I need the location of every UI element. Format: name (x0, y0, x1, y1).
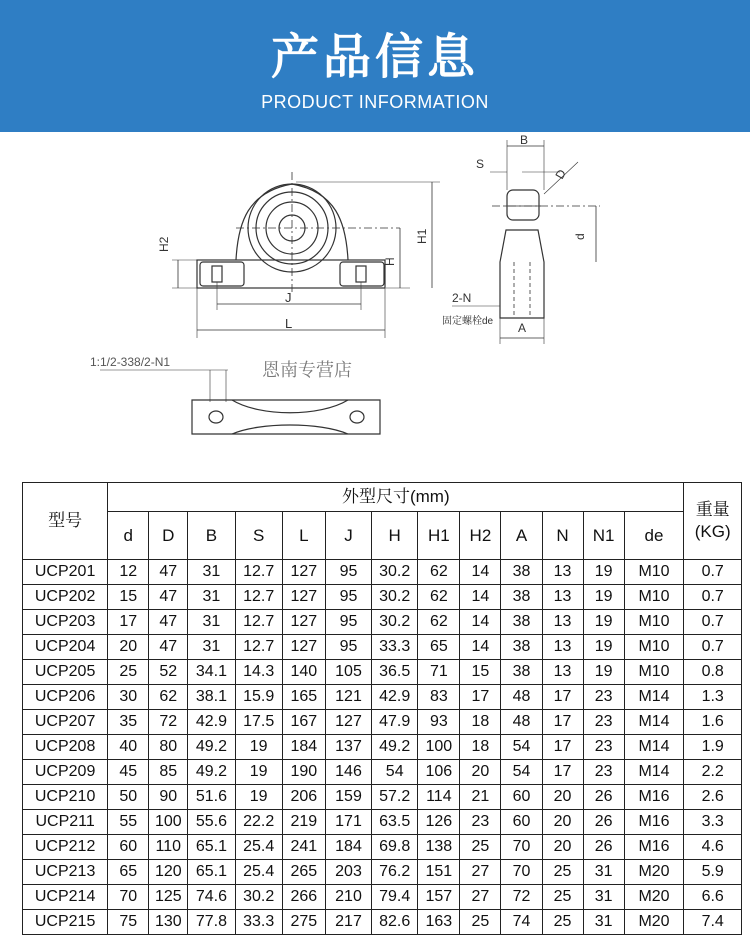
header-banner (0, 0, 750, 132)
table-row (23, 885, 742, 910)
value-cell: M10 (624, 635, 684, 660)
value-cell: 65.1 (188, 835, 235, 860)
label-b: B (520, 133, 529, 147)
model-cell: UCP207 (23, 710, 108, 735)
model-cell: UCP213 (23, 860, 108, 885)
value-cell: 0.7 (684, 560, 742, 585)
value-cell: 6.6 (684, 885, 742, 910)
value-cell: 5.9 (684, 860, 742, 885)
value-cell: 18 (460, 710, 501, 735)
value-cell: 12 (108, 560, 149, 585)
model-cell: UCP203 (23, 610, 108, 635)
label-h1: H1 (415, 228, 429, 244)
model-cell: UCP202 (23, 585, 108, 610)
value-cell: 79.4 (372, 885, 418, 910)
value-cell: 2.2 (684, 760, 742, 785)
table-row (23, 760, 742, 785)
value-cell: 203 (325, 860, 371, 885)
value-cell: 106 (418, 760, 460, 785)
value-cell: 54 (372, 760, 418, 785)
table-row (23, 910, 742, 935)
value-cell: 13 (542, 660, 583, 685)
front-view (172, 172, 440, 338)
value-cell: 63.5 (372, 810, 418, 835)
column-header-h1: H1 (418, 512, 460, 560)
value-cell: 62 (418, 610, 460, 635)
value-cell: 138 (418, 835, 460, 860)
value-cell: 184 (325, 835, 371, 860)
value-cell: 12.7 (235, 585, 282, 610)
value-cell: 51.6 (188, 785, 235, 810)
value-cell: 275 (282, 910, 325, 935)
table-row (23, 810, 742, 835)
value-cell: 13 (542, 560, 583, 585)
value-cell: 25.4 (235, 860, 282, 885)
value-cell: 151 (418, 860, 460, 885)
label-h: H (383, 257, 397, 266)
value-cell: 31 (188, 560, 235, 585)
value-cell: 0.7 (684, 635, 742, 660)
table-row (23, 735, 742, 760)
value-cell: 14 (460, 560, 501, 585)
value-cell: 114 (418, 785, 460, 810)
column-header-d: d (108, 512, 149, 560)
table-row (23, 635, 742, 660)
value-cell: 95 (325, 560, 371, 585)
value-cell: 163 (418, 910, 460, 935)
value-cell: 7.4 (684, 910, 742, 935)
value-cell: 49.2 (188, 760, 235, 785)
value-cell: 42.9 (372, 685, 418, 710)
table-row (23, 660, 742, 685)
value-cell: 146 (325, 760, 371, 785)
value-cell: 0.7 (684, 585, 742, 610)
value-cell: 31 (188, 635, 235, 660)
value-cell: 17 (542, 710, 583, 735)
value-cell: 0.7 (684, 610, 742, 635)
value-cell: 95 (325, 610, 371, 635)
value-cell: 38 (501, 585, 542, 610)
value-cell: 159 (325, 785, 371, 810)
value-cell: 52 (149, 660, 188, 685)
table-row (23, 710, 742, 735)
value-cell: 80 (149, 735, 188, 760)
value-cell: 100 (149, 810, 188, 835)
column-header-b: B (188, 512, 235, 560)
value-cell: 38 (501, 660, 542, 685)
value-cell: 21 (460, 785, 501, 810)
value-cell: 0.8 (684, 660, 742, 685)
value-cell: 74.6 (188, 885, 235, 910)
technical-drawing (0, 132, 750, 472)
value-cell: M20 (624, 885, 684, 910)
value-cell: 90 (149, 785, 188, 810)
table-row (23, 610, 742, 635)
value-cell: 62 (149, 685, 188, 710)
value-cell: 13 (542, 585, 583, 610)
column-header-n: N (542, 512, 583, 560)
value-cell: 19 (235, 785, 282, 810)
value-cell: 219 (282, 810, 325, 835)
value-cell: 25 (542, 910, 583, 935)
value-cell: M16 (624, 835, 684, 860)
value-cell: 70 (108, 885, 149, 910)
value-cell: 47 (149, 560, 188, 585)
value-cell: 18 (460, 735, 501, 760)
value-cell: 38.1 (188, 685, 235, 710)
value-cell: 82.6 (372, 910, 418, 935)
value-cell: 127 (282, 610, 325, 635)
label-h2: H2 (157, 236, 171, 252)
value-cell: 30.2 (372, 560, 418, 585)
value-cell: 25 (460, 835, 501, 860)
value-cell: 25 (460, 910, 501, 935)
value-cell: 70 (501, 835, 542, 860)
table-row (23, 835, 742, 860)
value-cell: 4.6 (684, 835, 742, 860)
value-cell: 14 (460, 585, 501, 610)
value-cell: 17.5 (235, 710, 282, 735)
value-cell: 19 (583, 660, 624, 685)
value-cell: 17 (542, 760, 583, 785)
value-cell: 47.9 (372, 710, 418, 735)
value-cell: 14 (460, 635, 501, 660)
value-cell: 65.1 (188, 860, 235, 885)
model-cell: UCP206 (23, 685, 108, 710)
value-cell: 157 (418, 885, 460, 910)
column-header-h2: H2 (460, 512, 501, 560)
model-cell: UCP214 (23, 885, 108, 910)
spec-table (22, 482, 742, 935)
value-cell: 49.2 (372, 735, 418, 760)
value-cell: 72 (149, 710, 188, 735)
value-cell: 241 (282, 835, 325, 860)
model-cell: UCP210 (23, 785, 108, 810)
value-cell: 36.5 (372, 660, 418, 685)
value-cell: 23 (583, 710, 624, 735)
table-header-row (23, 483, 742, 512)
value-cell: 69.8 (372, 835, 418, 860)
label-top-n1: 1:1/2-338/2-N1 (90, 355, 171, 369)
value-cell: M10 (624, 660, 684, 685)
value-cell: 27 (460, 860, 501, 885)
value-cell: 48 (501, 710, 542, 735)
value-cell: 171 (325, 810, 371, 835)
value-cell: M10 (624, 560, 684, 585)
table-row (23, 560, 742, 585)
value-cell: 22.2 (235, 810, 282, 835)
value-cell: 15 (460, 660, 501, 685)
table-row (23, 585, 742, 610)
page-subtitle: PRODUCT INFORMATION (261, 92, 489, 112)
dims-header: 外型尺寸(mm) (108, 483, 684, 512)
value-cell: 70 (501, 860, 542, 885)
value-cell: 14 (460, 610, 501, 635)
value-cell: 19 (235, 735, 282, 760)
value-cell: 45 (108, 760, 149, 785)
value-cell: 27 (460, 885, 501, 910)
value-cell: 65 (108, 860, 149, 885)
value-cell: 19 (235, 760, 282, 785)
side-view (452, 140, 600, 344)
page-title: 产品信息 (270, 29, 479, 85)
value-cell: 127 (282, 585, 325, 610)
value-cell: M10 (624, 610, 684, 635)
value-cell: M14 (624, 760, 684, 785)
weight-header: 重量(KG) (684, 483, 742, 560)
value-cell: 15 (108, 585, 149, 610)
value-cell: 95 (325, 585, 371, 610)
model-cell: UCP204 (23, 635, 108, 660)
value-cell: 12.7 (235, 635, 282, 660)
value-cell: 42.9 (188, 710, 235, 735)
value-cell: M20 (624, 910, 684, 935)
label-d-small: d (573, 233, 587, 240)
value-cell: 38 (501, 610, 542, 635)
model-cell: UCP205 (23, 660, 108, 685)
model-cell: UCP201 (23, 560, 108, 585)
table-row (23, 785, 742, 810)
column-header-de: de (624, 512, 684, 560)
value-cell: 48 (501, 685, 542, 710)
value-cell: 1.9 (684, 735, 742, 760)
value-cell: 34.1 (188, 660, 235, 685)
value-cell: 26 (583, 785, 624, 810)
value-cell: 54 (501, 735, 542, 760)
value-cell: 26 (583, 810, 624, 835)
model-cell: UCP215 (23, 910, 108, 935)
value-cell: M16 (624, 810, 684, 835)
value-cell: 15.9 (235, 685, 282, 710)
value-cell: 23 (583, 685, 624, 710)
value-cell: 30 (108, 685, 149, 710)
value-cell: 60 (108, 835, 149, 860)
column-header-d: D (149, 512, 188, 560)
value-cell: 19 (583, 635, 624, 660)
model-header: 型号 (23, 483, 108, 560)
value-cell: 2.6 (684, 785, 742, 810)
value-cell: 55 (108, 810, 149, 835)
value-cell: 55.6 (188, 810, 235, 835)
value-cell: 127 (325, 710, 371, 735)
value-cell: 30.2 (235, 885, 282, 910)
value-cell: 25.4 (235, 835, 282, 860)
value-cell: 19 (583, 585, 624, 610)
value-cell: 20 (108, 635, 149, 660)
value-cell: 49.2 (188, 735, 235, 760)
value-cell: 14.3 (235, 660, 282, 685)
value-cell: 20 (460, 760, 501, 785)
value-cell: 19 (583, 560, 624, 585)
value-cell: 1.6 (684, 710, 742, 735)
value-cell: 74 (501, 910, 542, 935)
value-cell: 57.2 (372, 785, 418, 810)
value-cell: M16 (624, 785, 684, 810)
value-cell: M14 (624, 685, 684, 710)
value-cell: 47 (149, 610, 188, 635)
value-cell: 217 (325, 910, 371, 935)
table-row (23, 860, 742, 885)
value-cell: 13 (542, 610, 583, 635)
value-cell: 83 (418, 685, 460, 710)
value-cell: 130 (149, 910, 188, 935)
model-cell: UCP209 (23, 760, 108, 785)
value-cell: M14 (624, 735, 684, 760)
value-cell: 38 (501, 635, 542, 660)
label-l: L (285, 316, 293, 331)
value-cell: 20 (542, 835, 583, 860)
value-cell: 54 (501, 760, 542, 785)
value-cell: 31 (188, 610, 235, 635)
value-cell: 65 (418, 635, 460, 660)
column-header-s: S (235, 512, 282, 560)
value-cell: 31 (583, 910, 624, 935)
value-cell: 23 (583, 760, 624, 785)
value-cell: 17 (460, 685, 501, 710)
value-cell: 25 (542, 885, 583, 910)
value-cell: M20 (624, 860, 684, 885)
value-cell: 13 (542, 635, 583, 660)
table-row (23, 685, 742, 710)
value-cell: 26 (583, 835, 624, 860)
value-cell: 20 (542, 810, 583, 835)
column-header-a: A (501, 512, 542, 560)
value-cell: 25 (542, 860, 583, 885)
value-cell: 31 (583, 885, 624, 910)
value-cell: 165 (282, 685, 325, 710)
value-cell: 17 (108, 610, 149, 635)
label-s: S (476, 157, 485, 171)
label-2n: 2-N (452, 291, 472, 305)
value-cell: 33.3 (235, 910, 282, 935)
value-cell: 17 (542, 735, 583, 760)
value-cell: 25 (108, 660, 149, 685)
value-cell: 35 (108, 710, 149, 735)
model-cell: UCP208 (23, 735, 108, 760)
value-cell: 47 (149, 635, 188, 660)
value-cell: 184 (282, 735, 325, 760)
value-cell: 20 (542, 785, 583, 810)
label-d-large: D (552, 166, 569, 182)
model-cell: UCP211 (23, 810, 108, 835)
value-cell: 190 (282, 760, 325, 785)
value-cell: 167 (282, 710, 325, 735)
value-cell: 100 (418, 735, 460, 760)
value-cell: 76.2 (372, 860, 418, 885)
value-cell: 127 (282, 560, 325, 585)
value-cell: 30.2 (372, 610, 418, 635)
value-cell: 105 (325, 660, 371, 685)
value-cell: 23 (583, 735, 624, 760)
value-cell: 125 (149, 885, 188, 910)
value-cell: 19 (583, 610, 624, 635)
watermark-text: 恩南专营店 (262, 360, 352, 381)
value-cell: 127 (282, 635, 325, 660)
column-header-j: J (325, 512, 371, 560)
column-header-h: H (372, 512, 418, 560)
value-cell: 60 (501, 810, 542, 835)
value-cell: 77.8 (188, 910, 235, 935)
value-cell: 50 (108, 785, 149, 810)
value-cell: 265 (282, 860, 325, 885)
value-cell: 110 (149, 835, 188, 860)
value-cell: 121 (325, 685, 371, 710)
value-cell: 12.7 (235, 610, 282, 635)
value-cell: 62 (418, 560, 460, 585)
value-cell: M14 (624, 710, 684, 735)
value-cell: 12.7 (235, 560, 282, 585)
value-cell: M10 (624, 585, 684, 610)
value-cell: 38 (501, 560, 542, 585)
value-cell: 266 (282, 885, 325, 910)
label-j: J (285, 290, 292, 305)
value-cell: 40 (108, 735, 149, 760)
value-cell: 140 (282, 660, 325, 685)
column-header-l: L (282, 512, 325, 560)
column-header-row (23, 512, 742, 560)
value-cell: 23 (460, 810, 501, 835)
value-cell: 60 (501, 785, 542, 810)
value-cell: 31 (188, 585, 235, 610)
value-cell: 1.3 (684, 685, 742, 710)
label-de: 固定螺栓de (442, 316, 494, 327)
value-cell: 210 (325, 885, 371, 910)
bearing-drawing-svg (0, 132, 750, 472)
value-cell: 33.3 (372, 635, 418, 660)
value-cell: 30.2 (372, 585, 418, 610)
label-a: A (518, 321, 527, 335)
value-cell: 47 (149, 585, 188, 610)
value-cell: 137 (325, 735, 371, 760)
value-cell: 31 (583, 860, 624, 885)
model-cell: UCP212 (23, 835, 108, 860)
value-cell: 75 (108, 910, 149, 935)
value-cell: 17 (542, 685, 583, 710)
value-cell: 95 (325, 635, 371, 660)
value-cell: 72 (501, 885, 542, 910)
column-header-n1: N1 (583, 512, 624, 560)
value-cell: 126 (418, 810, 460, 835)
value-cell: 62 (418, 585, 460, 610)
value-cell: 120 (149, 860, 188, 885)
value-cell: 93 (418, 710, 460, 735)
value-cell: 3.3 (684, 810, 742, 835)
value-cell: 206 (282, 785, 325, 810)
value-cell: 85 (149, 760, 188, 785)
value-cell: 71 (418, 660, 460, 685)
